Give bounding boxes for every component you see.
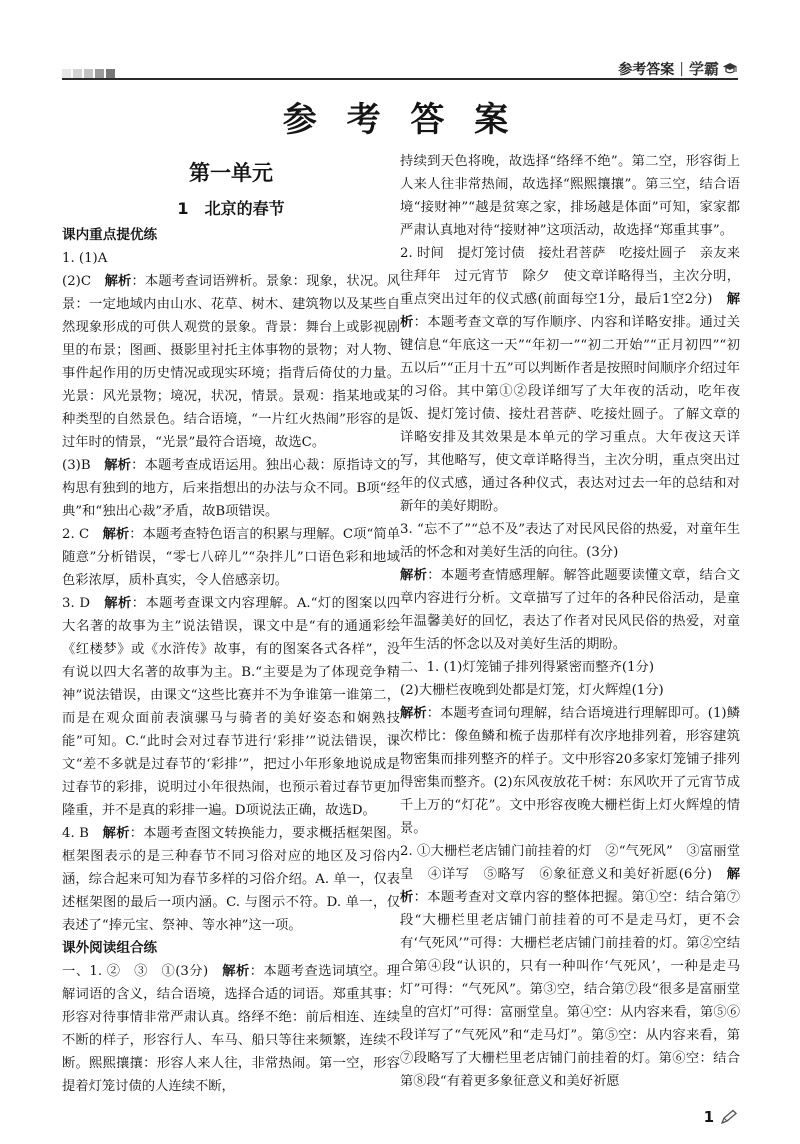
answer-paragraph [62, 523, 400, 592]
answer-label: 3. D [62, 596, 105, 611]
analysis-tag: 解析 [104, 458, 132, 473]
analysis-tag: 解析 [104, 274, 132, 289]
answer-label: 一、1. ② ③ ①(3分) [62, 964, 223, 979]
analysis-tag: 解析 [400, 867, 740, 905]
answer-paragraph [400, 564, 740, 656]
answer-label: (2)C [62, 274, 105, 289]
analysis-text: ：本题考查情感理解。解答此题要读懂文章，结合文章内容进行分析。文章描写了过年的各种民俗活动，是童年温馨美好的回忆，表达了作者对民风民俗的热爱，对童年生活的怀念以及对美好生活的期盼。 [400, 568, 741, 652]
analysis-text: ：本题考查词句理解，结合语境进行理解即可。(1)鳞次栉比：像鱼鳞和梳子齿那样有次序地排列着，形容建筑物密集而排列整齐的样子。文中形容20多家灯笼铺子排列得密集而整齐。(2)东风夜放花千树：东风吹开了元宵节成千上万的“灯花”。文中形容夜晚大栅栏街上灯火辉煌的情景。 [400, 706, 740, 836]
pencil-icon [720, 1109, 738, 1125]
answer-paragraph [62, 270, 400, 454]
page-footer [704, 1108, 738, 1126]
analysis-text: ：本题考查图文转换能力，要求概括框架图。框架图表示的是三种春节不同习俗对应的地区及习俗内涵，综合起来可知为春节多样的习俗介绍。A. 单一，仅表述框架图的最后一项内涵。C. 与图示不符。D. 单一，仅表述了“捧元宝、祭神、等水神”这一项。 [62, 826, 401, 933]
header-section-label: 参考答案 [618, 61, 675, 78]
section-heading: 课内重点提优练 [62, 227, 158, 243]
lesson-number: 1 [177, 199, 189, 218]
answer-paragraph [400, 840, 740, 1093]
analysis-tag: 解析 [400, 706, 427, 721]
brand-name: 学霸 [688, 60, 719, 78]
analysis-tag: 解析 [102, 527, 130, 542]
answer-label: 2. C [62, 527, 103, 542]
answer-paragraph: (2)大栅栏夜晚到处都是灯笼，灯火辉煌(1分) [400, 683, 664, 698]
header-brand [618, 58, 738, 79]
lesson-name: 北京的春节 [204, 199, 285, 218]
section-heading: 课外阅读组合练 [62, 940, 158, 956]
answer-paragraph: 3. “忘不了”“总不及”表达了对民风民俗的热爱，对童年生活的怀念和对美好生活的向往。(3分) [400, 522, 740, 560]
analysis-text: ：本题考查文章的写作顺序、内容和详略安排。通过关键信息“年底这一天”“年初一”“初二开始”“正月初四”“初五以后”“正月十五”可以判断作者是按照时间顺序介绍过年的习俗。其中第①②段详细写了大年夜的活动，吃年夜饭、提灯笼讨债、接灶君菩萨、吃接灶圆子。了解文章的详略安排及其效果是本单元的学习重点。大年夜这天详写，其他略写，使文章详略得当，主次分明，重点突出过年的仪式感，通过各种仪式，表达对过去一年的总结和对新年的美好期盼。 [400, 315, 741, 514]
answer-paragraph: 持续到天色将晚，故选择“络绎不绝”。第二空，形容街上人来人往非常热闹，故选择“熙熙攘攘”。第三空，结合语境“接财神”“越是贫寒之家，排场越是体面”可知，家家都严肃认真地对待“接财神”这项活动，故选择“郑重其事”。 [400, 154, 740, 238]
analysis-text: ：本题考查词语辨析。景象：现象，状况。风景：一定地域内由山水、花草、树木、建筑物以及某些自然现象形成的可供人观赏的景象。背景：舞台上或影视剧里的布景；图画、摄影里衬托主体事物的景物；对人物、事件起作用的历史情况或现实环境；指背后倚仗的力量。光景：风光景物；境况，状况，情景。景观：指某地或某种类型的自然景色。结合语境，“一片红火热闹”形容的是过年时的情景，“光景”最符合语境，故选C。 [62, 274, 401, 450]
analysis-tag: 解析 [400, 568, 428, 583]
answer-label: (3)B [62, 458, 105, 473]
answer-paragraph [62, 960, 400, 1098]
answer-label: 2. 时间 提灯笼讨债 接灶君菩萨 吃接灶圆子 亲友来往拜年 过元宵节 除夕 使文章详略得当，主次分明，重点突出过年的仪式感(前面每空1分，最后1空2分) [400, 246, 740, 307]
analysis-tag: 解析 [400, 292, 740, 330]
analysis-tag: 解析 [102, 826, 130, 841]
answer-paragraph [400, 702, 740, 840]
lesson-title [62, 194, 400, 224]
analysis-text: ：本题考查特色语言的积累与理解。C项“简单随意”分析错误，“零七八碎儿”“杂拌儿”口语色彩和地域色彩浓厚，质朴真实，令人倍感亲切。 [62, 527, 401, 588]
page-title: 参 考 答 案 [282, 100, 518, 140]
analysis-tag: 解析 [222, 964, 250, 979]
answer-label: 2. ①大栅栏老店铺门前挂着的灯 ②“气死风” ③富丽堂皇 ④详写 ⑤略写 ⑥象征意义和美好祈愿(6分) [400, 844, 740, 882]
analysis-tag: 解析 [104, 596, 132, 611]
answer-paragraph: 二、1. (1)灯笼铺子排列得紧密而整齐(1分) [400, 660, 655, 675]
graduation-cap-icon [722, 62, 738, 76]
answer-paragraph [62, 822, 400, 937]
page-header [0, 0, 800, 86]
analysis-text: ：本题考查对文章内容的整体把握。第①空：结合第⑦段“大栅栏里老店铺门前挂着的可不是走马灯，更不会有‘气死风’”可得：大栅栏老店铺门前挂着的灯。第②空结合第④段“认识的，只有一种叫作‘气死风’，一种是走马灯”可得：“气死风”。第③空，结合第⑦段“很多是富丽堂皇的宫灯”可得：富丽堂皇。第④空：从内容来看，第⑤⑥段详写了“气死风”和“走马灯”。第⑤空：从内容来看，第⑦段略写了大栅栏里老店铺门前挂着的灯。第⑥空：结合第⑧段“有着更多象征意义和美好祈愿 [400, 890, 741, 1089]
analysis-text: ：本题考查成语运用。独出心裁：原指诗文的构思有独到的地方，后来指想出的办法与众不同。B项“经典”和“独出心裁”矛盾，故B项错误。 [62, 458, 401, 519]
answer-label: 4. B [62, 826, 103, 841]
unit-title: 第一单元 [189, 161, 273, 185]
answer-paragraph [62, 592, 400, 822]
analysis-text: ：本题考查选词填空。理解词语的含义，结合语境，选择合适的词语。郑重其事：形容对待事情非常严肃认真。络绎不绝：前后相连、连续不断的样子，形容行人、车马、船只等往来频繁，连续不断。熙熙攘攘：形容人来人往，非常热闹。第一空，形容提着灯笼讨债的人连续不断， [62, 964, 401, 1094]
answer-paragraph [400, 242, 740, 518]
analysis-text: ：本题考查课文内容理解。A.“灯的图案以四大名著的故事为主”说法错误，课文中是“有的通通彩绘《红楼梦》或《水浒传》故事，有的图案各式各样”，没有说以四大名著的故事为主。B.“主要是为了体现竞争精神”说法错误，由课文“这些比赛并不为争谁第一谁第二，而是在观众面前表演骡马与骑者的美好姿态和娴熟技能”可知。C.“此时会对过春节进行‘彩排’”说法错误，课文“差不多就是过春节的‘彩排’”，把过小年形象地说成是过春节的彩排，说明过小年很热闹，也预示着过春节更加隆重，并不是真的彩排一遍。D项说法正确，故选D。 [62, 596, 400, 818]
answer-paragraph: 1. (1)A [62, 251, 108, 266]
right-column [400, 150, 740, 1093]
page-number: 1 [703, 1108, 714, 1126]
header-separator: | [679, 60, 684, 77]
answer-paragraph [62, 454, 400, 523]
left-column [62, 150, 400, 1098]
